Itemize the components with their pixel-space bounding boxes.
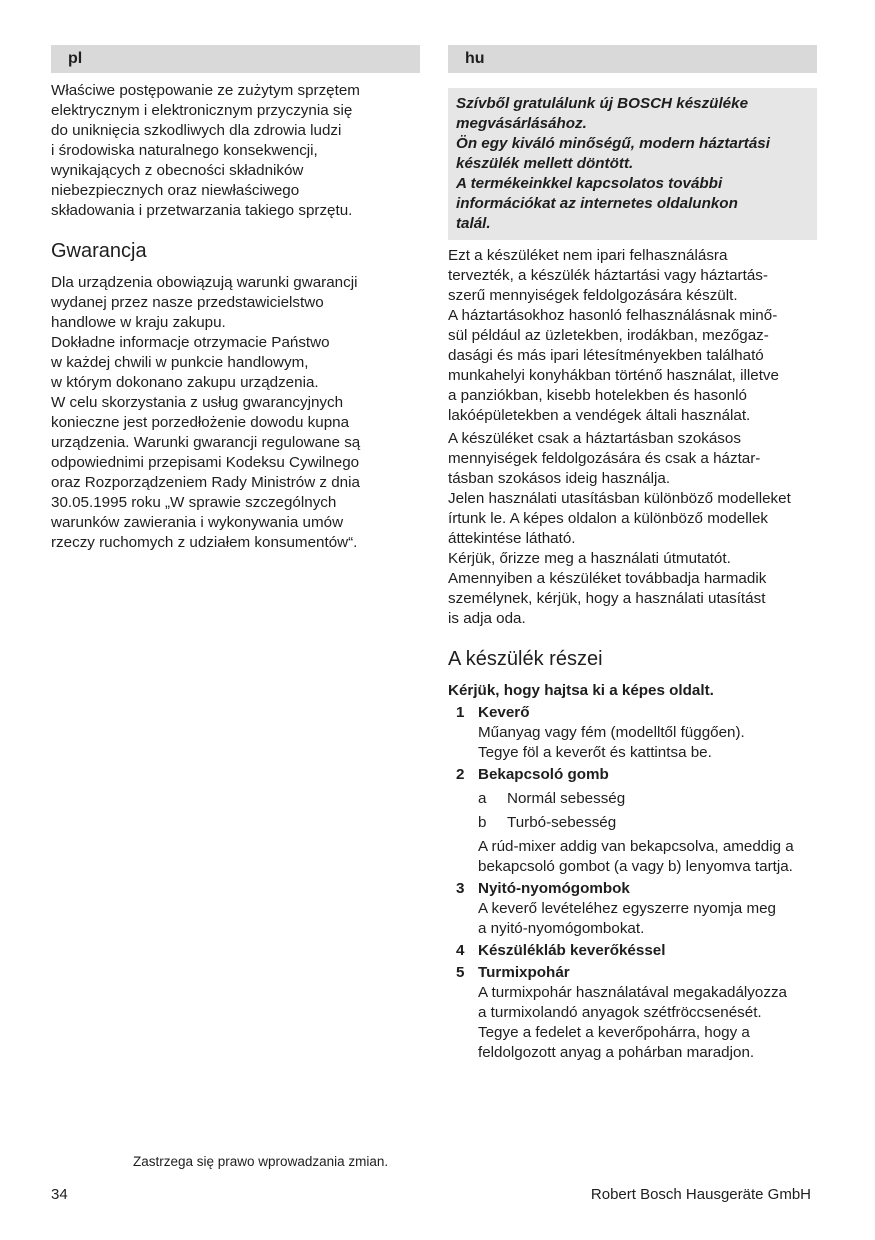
- part-item-3: 3 Nyitó-nyomógombok A keverő levételéhez egyszerre nyomja meg a nyitó-nyomógombokat.: [456, 880, 776, 937]
- part-item-5: 5 Turmixpohár A turmixpohár használatával megakadályozza a turmixolandó anyagok szétfröccsenését. Tegye a fedelet a keverőpohárra, hogy a feldolgozott anyag a pohárban maradjon.: [456, 964, 787, 1061]
- left-column: [51, 45, 420, 553]
- fold-out-instruction: Kérjük, hogy hajtsa ki a képes oldalt.: [448, 682, 714, 699]
- congratulations-notice: Szívből gratulálunk új BOSCH készüléke megvásárlásához. Ön egy kiváló minőségű, modern háztartási készülék mellett döntött. A termékeinkkel kapcsolatos további információkat az internetes oldalunkon talál.: [448, 88, 817, 240]
- lang-header-hu: hu: [448, 45, 817, 73]
- changes-reserved-note: Zastrzega się prawo wprowadzania zmian.: [133, 1154, 389, 1169]
- speed-option-b: b Turbó-sebesség: [478, 814, 617, 831]
- parts-list: [448, 703, 817, 1063]
- usage-paragraph: A készüléket csak a háztartásban szokásos mennyiségek feldolgozására és csak a háztar- tásban szokásos ideig használja. Jelen használati utasításban különböző modelleket írtunk le. A képes oldalon a különböző modellek áttekintése látható. Kérjük, őrizze meg a használati útmutatót. Amennyiben a készüléket továbbadja harmadik személynek, kérjük, hogy a használati utasítást is adja oda.: [448, 430, 791, 627]
- part-item-4: 4 Készülékláb keverőkéssel: [456, 942, 666, 959]
- part-item-1: 1 Keverő Műanyag vagy fém (modelltől függően). Tegye föl a keverőt és kattintsa be.: [456, 704, 745, 761]
- section-heading-warranty: Gwarancja: [51, 240, 147, 262]
- intended-use-paragraph: Ezt a készüléket nem ipari felhasználásra tervezték, a készülék háztartási vagy háztartás- szerű mennyiségek feldolgozására készült. A háztartásokhoz hasonló felhasználásnak minő- sül például az üzletekben, irodákban, mezőgaz- dasági és más ipari létesítményekben található munkahelyi konyhákban történő használat, illetve a panziókban, kisebb hotelekben és hasonló lakóépületekben a vendégek általi használat.: [448, 247, 779, 424]
- warranty-paragraph: Dla urządzenia obowiązują warunki gwarancji wydanej przez nasze przedstawicielstwo handlowe w kraju zakupu. Dokładne informacje otrzymacie Państwo w każdej chwili w punkcie handlowym, w którym dokonano zakupu urządzenia. W celu skorzystania z usług gwarancyjnych konieczne jest porzedłożenie dowodu kupna urządzenia. Warunki gwarancji regulowane są odpowiednimi przepisami Kodeksu Cywilnego oraz Rozporządzeniem Rady Ministrów z dnia 30.05.1995 roku „W sprawie szczególnych warunków zawierania i wykonywania umów rzeczy ruchomych z udziałem konsumentów“.: [51, 274, 361, 551]
- lang-header-pl: pl: [51, 45, 420, 73]
- disposal-paragraph: Właściwe postępowanie ze zużytym sprzętem elektrycznym i elektronicznym przyczynia się do uniknięcia szkodliwych dla zdrowia ludzi i środowiska naturalnego konsekwencji, wynikających z obecności składników niebezpiecznych oraz niewłaściwego składowania i przetwarzania takiego sprzętu.: [51, 82, 360, 219]
- company-name: Robert Bosch Hausgeräte GmbH: [590, 1186, 811, 1203]
- right-column: [448, 45, 817, 1063]
- page-number: 34: [51, 1186, 68, 1203]
- speed-option-a: a Normál sebesség: [478, 790, 626, 807]
- part-item-2: 2 Bekapcsoló gomb a Normál sebesség b Turbó-sebesség A rúd-mixer addig van bekapcsolva, ameddig a bekapcsoló gombot (a vagy b) lenyomva tartja.: [448, 765, 817, 877]
- section-heading-parts: A készülék részei: [448, 648, 603, 670]
